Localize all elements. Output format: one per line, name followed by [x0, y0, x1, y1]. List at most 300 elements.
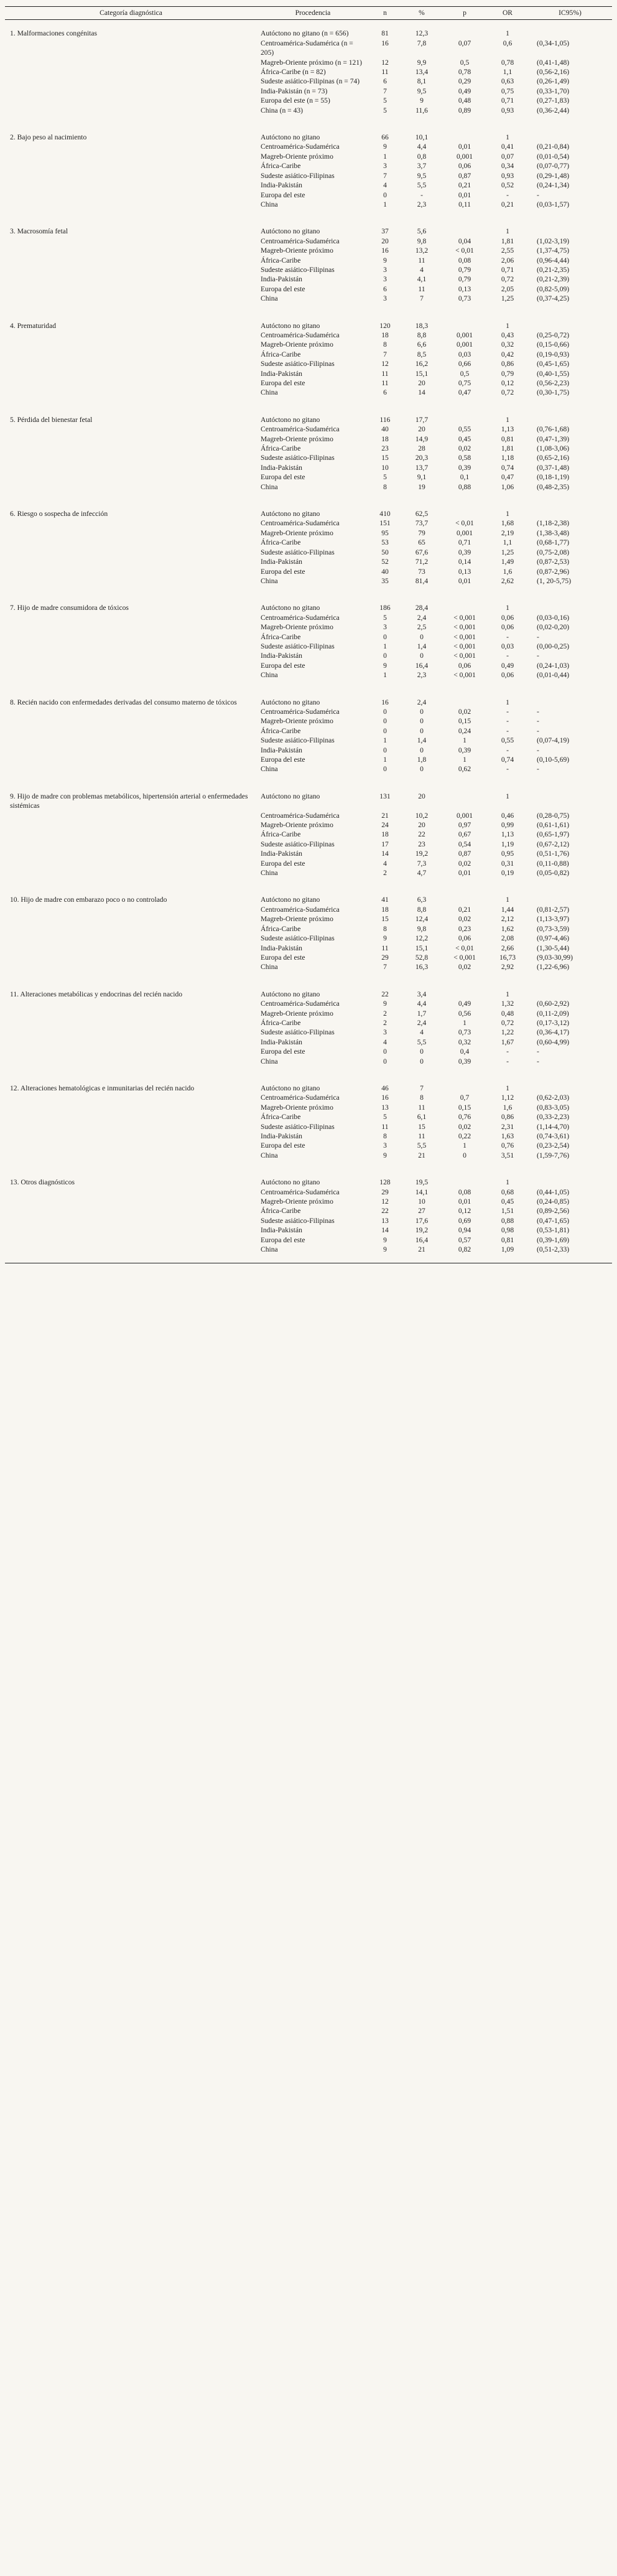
origin-cell: China	[257, 1245, 369, 1263]
p-value-cell: 0,001	[456, 528, 473, 537]
percent-cell: 4,1	[417, 275, 427, 284]
category-cell-empty	[5, 1103, 257, 1112]
table-row	[5, 312, 612, 330]
p-value-cell: < 0,01	[455, 246, 474, 255]
n-cell: 11	[381, 944, 389, 952]
odds-ratio-cell: 1	[506, 227, 509, 236]
origin-cell: Europa del este	[261, 756, 305, 764]
p-value-cell: < 0,001	[453, 613, 476, 622]
n-cell: 14	[381, 850, 389, 858]
origin-cell: Magreb-Oriente próximo	[261, 1009, 333, 1018]
category-cell-empty	[5, 755, 257, 764]
confidence-interval-cell: (0,96-4,44)	[537, 256, 570, 265]
table-row	[5, 764, 612, 782]
table-row	[5, 548, 612, 557]
category-cell-empty	[5, 1151, 257, 1169]
category-cell-empty	[5, 1197, 257, 1206]
p-value-cell	[442, 406, 487, 424]
odds-ratio-cell: 1,44	[501, 905, 514, 914]
table-row	[5, 859, 612, 868]
odds-ratio-cell: 0,32	[501, 340, 514, 349]
p-value-cell: 0,11	[458, 200, 471, 208]
category-cell-empty	[5, 152, 257, 161]
percent-cell: 17,7	[415, 415, 429, 424]
odds-ratio-cell: 0,46	[501, 811, 514, 820]
category-cell-empty	[5, 764, 257, 782]
table-row	[5, 736, 612, 745]
category-cell-empty	[5, 661, 257, 670]
table-row	[5, 707, 612, 716]
table-row	[5, 953, 612, 962]
percent-cell: 17,6	[415, 1216, 429, 1225]
percent-cell: 2,3	[417, 200, 427, 208]
odds-ratio-cell: 1,32	[501, 1000, 514, 1008]
table-row	[5, 359, 612, 368]
table-row	[5, 294, 612, 312]
confidence-interval-cell: -	[537, 632, 539, 641]
n-cell: 18	[381, 830, 389, 839]
origin-cell: África-Caribe	[261, 256, 301, 265]
table-row	[5, 632, 612, 642]
percent-cell: 19	[418, 482, 425, 491]
confidence-interval-cell: (1, 20-5,75)	[537, 576, 572, 585]
p-value-cell: 0,4	[460, 1047, 470, 1056]
percent-cell: 67,6	[415, 548, 429, 556]
category-cell: 6. Riesgo o sospecha de infección	[10, 510, 108, 518]
category-cell-empty	[5, 463, 257, 472]
origin-cell: Magreb-Oriente próximo	[261, 821, 333, 830]
origin-cell: África-Caribe	[261, 1018, 301, 1027]
p-value-cell: 0,001	[456, 340, 473, 349]
origin-cell: Centroamérica-Sudamérica	[261, 519, 340, 528]
n-cell: 2	[383, 1018, 387, 1027]
p-value-cell: 0,001	[456, 152, 473, 161]
confidence-interval-cell: (0,21-0,84)	[537, 143, 570, 151]
p-value-cell	[442, 312, 487, 330]
percent-cell: 20,3	[415, 454, 429, 462]
origin-cell: Sudeste asiático-Filipinas	[261, 1028, 335, 1037]
p-value-cell: 0,001	[456, 811, 473, 820]
n-cell: 11	[381, 1122, 389, 1131]
origin-cell: Magreb-Oriente próximo	[261, 340, 333, 349]
percent-cell: 6,1	[417, 1113, 427, 1122]
table-row	[5, 1245, 612, 1263]
n-cell: 9	[383, 661, 387, 670]
n-cell: 11	[381, 379, 389, 387]
percent-cell: 7	[420, 1084, 424, 1092]
confidence-interval-cell: (1,13-3,97)	[537, 915, 570, 924]
odds-ratio-cell: 16,73	[499, 953, 516, 962]
confidence-interval-cell: (0,33-2,23)	[537, 1113, 570, 1122]
p-value-cell	[442, 218, 487, 236]
n-cell: 0	[383, 707, 387, 716]
n-cell: 151	[379, 519, 391, 528]
p-value-cell	[442, 124, 487, 142]
origin-cell: África-Caribe	[261, 830, 301, 839]
confidence-interval-cell: (1,22-6,96)	[537, 963, 570, 972]
origin-cell: Centroamérica-Sudamérica	[261, 613, 340, 622]
origin-cell: China	[261, 200, 278, 208]
confidence-interval-cell: (0,05-0,82)	[537, 869, 570, 878]
p-value-cell: < 0,001	[453, 671, 476, 680]
table-row	[5, 180, 612, 190]
category-cell-empty	[5, 670, 257, 688]
percent-cell: 9,8	[417, 924, 427, 933]
table-row	[5, 642, 612, 651]
n-cell: 12	[381, 1197, 389, 1206]
table-row	[5, 1122, 612, 1131]
confidence-interval-cell: (0,83-3,05)	[537, 1103, 570, 1112]
n-cell: 3	[383, 265, 387, 274]
n-cell: 1	[383, 152, 387, 161]
confidence-interval-cell: (0,18-1,19)	[537, 473, 570, 482]
table-row	[5, 622, 612, 632]
percent-cell: 23	[418, 840, 425, 848]
percent-cell: 62,5	[415, 510, 429, 518]
confidence-interval-cell: (0,24-0,85)	[537, 1197, 570, 1206]
confidence-interval-cell: (0,37-4,25)	[537, 294, 570, 303]
origin-cell: Autóctono no gitano	[261, 510, 320, 518]
table-row	[5, 1169, 612, 1187]
table-row	[5, 538, 612, 547]
odds-ratio-cell: 1,18	[501, 454, 514, 462]
p-value-cell: 0,47	[458, 388, 471, 397]
odds-ratio-cell: 1,19	[501, 840, 514, 848]
table-row	[5, 518, 612, 528]
confidence-interval-cell: (0,24-1,03)	[537, 661, 570, 670]
n-cell: 0	[383, 652, 387, 660]
percent-cell: 9,1	[417, 473, 427, 482]
odds-ratio-cell: 2,55	[501, 246, 514, 255]
table-row	[5, 594, 612, 612]
origin-cell: Sudeste asiático-Filipinas	[261, 265, 335, 274]
p-value-cell: 0,5	[460, 369, 470, 378]
table-header	[5, 7, 612, 20]
n-cell: 41	[381, 896, 389, 904]
p-value-cell: 0,29	[458, 77, 471, 86]
table-row	[5, 1047, 612, 1056]
table-row	[5, 39, 612, 58]
n-cell: 5	[383, 96, 387, 105]
category-cell-empty	[5, 716, 257, 726]
confidence-interval-cell: (0,29-1,48)	[537, 171, 570, 180]
confidence-interval-cell: -	[537, 717, 539, 726]
table-row	[5, 58, 612, 67]
odds-ratio-cell: -	[506, 652, 509, 660]
confidence-interval-cell: -	[537, 1057, 539, 1066]
category-cell-empty	[5, 350, 257, 359]
n-cell: 10	[381, 463, 389, 472]
odds-ratio-cell: 0,55	[501, 736, 514, 745]
confidence-interval-cell: (0,11-2,09)	[537, 1009, 569, 1018]
percent-cell: 10,1	[415, 133, 429, 142]
odds-ratio-cell: 0,63	[501, 77, 514, 86]
origin-cell: Autóctono no gitano	[261, 1084, 320, 1092]
origin-cell: India-Pakistán	[261, 944, 302, 952]
odds-ratio-cell: -	[506, 746, 509, 754]
p-value-cell: 0,97	[458, 821, 471, 830]
percent-cell: 3,4	[417, 990, 427, 998]
p-value-cell: 0,21	[458, 181, 471, 190]
odds-ratio-cell: 0,81	[501, 434, 514, 443]
origin-cell: China	[261, 482, 278, 491]
confidence-interval-cell: -	[537, 652, 539, 660]
odds-ratio-cell: 2,08	[501, 934, 514, 943]
percent-cell: 1,8	[417, 756, 427, 764]
percent-cell: -	[420, 190, 423, 199]
origin-cell: Sudeste asiático-Filipinas (n = 74)	[261, 77, 360, 86]
p-value-cell: 0,01	[458, 1197, 471, 1206]
percent-cell: 2,3	[417, 671, 427, 680]
table-row	[5, 171, 612, 180]
p-value-cell	[442, 500, 487, 518]
n-cell: 0	[383, 717, 387, 726]
table-row	[5, 1131, 612, 1141]
category-cell-empty	[5, 642, 257, 651]
percent-cell: 28,4	[415, 604, 429, 612]
origin-cell: Sudeste asiático-Filipinas	[261, 642, 335, 650]
n-cell: 53	[381, 538, 389, 547]
n-cell: 7	[383, 350, 387, 358]
p-value-cell	[442, 783, 487, 811]
n-cell: 128	[379, 1178, 391, 1187]
table-row	[5, 463, 612, 472]
category-cell-empty	[5, 87, 257, 96]
table-row	[5, 388, 612, 406]
percent-cell: 14	[418, 388, 425, 397]
n-cell: 8	[383, 1132, 387, 1140]
n-cell: 6	[383, 77, 387, 86]
table-row	[5, 1112, 612, 1122]
p-value-cell: 0,62	[458, 765, 471, 774]
header-origin: Procedencia	[257, 7, 369, 20]
percent-cell: 4,4	[417, 1000, 427, 1008]
percent-cell: 12,3	[415, 29, 429, 38]
n-cell: 22	[381, 1207, 389, 1215]
percent-cell: 15	[418, 1122, 425, 1131]
p-value-cell: 0,22	[458, 1132, 471, 1140]
percent-cell: 11	[418, 1103, 425, 1112]
table-row	[5, 557, 612, 566]
confidence-interval-cell: (1,59-7,76)	[537, 1151, 570, 1159]
origin-cell: Magreb-Oriente próximo	[261, 528, 333, 537]
odds-ratio-cell: 0,98	[501, 1226, 514, 1235]
table-row	[5, 689, 612, 707]
category-cell-empty	[5, 622, 257, 632]
p-value-cell: 0,24	[458, 726, 471, 735]
origin-cell: Magreb-Oriente próximo (n = 121)	[261, 58, 363, 67]
percent-cell: 8,8	[417, 330, 427, 339]
confidence-interval-cell: (0,48-2,35)	[537, 482, 570, 491]
category-cell-empty	[5, 106, 257, 124]
table-row	[5, 726, 612, 736]
table-row	[5, 1235, 612, 1245]
category-cell-empty	[5, 707, 257, 716]
n-cell: 66	[381, 133, 389, 142]
confidence-interval-cell: -	[537, 707, 539, 716]
n-cell: 18	[381, 434, 389, 443]
origin-cell: China	[261, 963, 278, 972]
n-cell: 52	[381, 558, 389, 566]
confidence-interval-cell: (0,45-1,65)	[537, 360, 570, 368]
odds-ratio-cell: 0,76	[501, 1141, 514, 1150]
percent-cell: 8,8	[417, 905, 427, 914]
p-value-cell: 0,02	[458, 444, 471, 453]
table-row	[5, 670, 612, 688]
table-row	[5, 330, 612, 340]
percent-cell: 9,8	[417, 237, 427, 245]
origin-cell: Europa del este	[261, 1141, 305, 1150]
table-row	[5, 152, 612, 161]
odds-ratio-cell: 1	[506, 133, 509, 142]
origin-cell: China	[261, 765, 278, 774]
p-value-cell: 0,23	[458, 924, 471, 933]
origin-cell: India-Pakistán	[261, 1132, 302, 1140]
odds-ratio-cell: 0,03	[501, 642, 514, 650]
percent-cell: 22	[418, 830, 425, 839]
table-row	[5, 20, 612, 39]
p-value-cell: 0,55	[458, 425, 471, 434]
table-row	[5, 1037, 612, 1047]
confidence-interval-cell: (0,26-1,49)	[537, 77, 570, 86]
table-row	[5, 96, 612, 105]
category-cell-empty	[5, 453, 257, 462]
category-cell-empty	[5, 256, 257, 265]
table-row	[5, 981, 612, 999]
table-row	[5, 1197, 612, 1206]
percent-cell: 5,5	[417, 1141, 427, 1150]
percent-cell: 0	[420, 652, 424, 660]
p-value-cell: 0,14	[458, 558, 471, 566]
n-cell: 21	[381, 811, 389, 820]
category-cell-empty	[5, 434, 257, 444]
percent-cell: 16,2	[415, 360, 429, 368]
origin-cell: África-Caribe	[261, 350, 301, 358]
p-value-cell: 0,45	[458, 434, 471, 443]
n-cell: 2	[383, 1009, 387, 1018]
n-cell: 40	[381, 425, 389, 434]
origin-cell: India-Pakistán	[261, 746, 302, 754]
percent-cell: 5,5	[417, 1037, 427, 1046]
category-cell-empty	[5, 1187, 257, 1197]
confidence-interval-cell: -	[537, 746, 539, 754]
table-row	[5, 830, 612, 839]
category-cell-empty	[5, 651, 257, 660]
p-value-cell: < 0,001	[453, 632, 476, 641]
confidence-interval-cell: (0,11-0,88)	[537, 859, 569, 868]
category-cell-empty	[5, 868, 257, 886]
odds-ratio-cell: 0,45	[501, 1197, 514, 1206]
confidence-interval-cell: -	[537, 726, 539, 735]
percent-cell: 73,7	[415, 519, 429, 528]
origin-cell: India-Pakistán	[261, 558, 302, 566]
n-cell: 5	[383, 473, 387, 482]
origin-cell: Europa del este	[261, 859, 305, 868]
confidence-interval-cell: -	[537, 190, 539, 199]
origin-cell: Europa del este	[261, 379, 305, 387]
table-row	[5, 613, 612, 622]
p-value-cell	[442, 1169, 487, 1187]
origin-cell: India-Pakistán (n = 73)	[261, 87, 328, 95]
category-cell-empty	[5, 369, 257, 378]
percent-cell: 15,1	[415, 944, 429, 952]
table-row	[5, 1225, 612, 1235]
category-cell-empty	[5, 632, 257, 642]
p-value-cell: 0,69	[458, 1216, 471, 1225]
category-cell-empty	[5, 1225, 257, 1235]
confidence-interval-cell	[528, 981, 612, 999]
table-row	[5, 444, 612, 453]
header-category: Categoría diagnóstica	[5, 7, 257, 20]
origin-cell: África-Caribe	[261, 726, 301, 735]
origin-cell: India-Pakistán	[261, 1226, 302, 1235]
header-row	[5, 7, 612, 20]
confidence-interval-cell: (0,30-1,75)	[537, 388, 570, 397]
confidence-interval-cell: (0,44-1,05)	[537, 1187, 570, 1196]
odds-ratio-cell: 0,74	[501, 463, 514, 472]
category-cell-empty	[5, 859, 257, 868]
percent-cell: 1,4	[417, 736, 427, 745]
n-cell: 17	[381, 840, 389, 848]
category-cell: 2. Bajo peso al nacimiento	[10, 133, 87, 142]
confidence-interval-cell: (9,03-30,99)	[537, 953, 573, 962]
p-value-cell	[442, 886, 487, 904]
table-row	[5, 1093, 612, 1102]
n-cell: 1	[383, 736, 387, 745]
confidence-interval-cell	[528, 124, 612, 142]
p-value-cell: 0,02	[458, 915, 471, 924]
header-percent: %	[401, 7, 442, 20]
category-cell-empty	[5, 96, 257, 105]
category-cell-empty	[5, 1245, 257, 1263]
odds-ratio-cell: 0,86	[501, 360, 514, 368]
odds-ratio-cell: 0,19	[501, 869, 514, 878]
p-value-cell: 1	[463, 736, 466, 745]
confidence-interval-cell: (0,34-1,05)	[537, 39, 570, 47]
percent-cell: 19,2	[415, 850, 429, 858]
n-cell: 1	[383, 642, 387, 650]
p-value-cell: 0,01	[458, 143, 471, 151]
confidence-interval-cell: -	[537, 1047, 539, 1056]
n-cell: 3	[383, 275, 387, 284]
origin-cell: Centroamérica-Sudamérica	[261, 237, 340, 245]
n-cell: 9	[383, 143, 387, 151]
percent-cell: 11,6	[415, 106, 428, 115]
percent-cell: 12,2	[415, 934, 429, 943]
percent-cell: 2,4	[417, 613, 427, 622]
confidence-interval-cell: (0,10-5,69)	[537, 756, 570, 764]
table-row	[5, 87, 612, 96]
p-value-cell: 0,73	[458, 1028, 471, 1037]
category-cell-empty	[5, 953, 257, 962]
n-cell: 4	[383, 859, 387, 868]
odds-ratio-cell: 1,13	[501, 830, 514, 839]
category-cell-empty	[5, 557, 257, 566]
table-row	[5, 237, 612, 246]
p-value-cell: 0,15	[458, 1103, 471, 1112]
table-row	[5, 576, 612, 594]
percent-cell: 5,6	[417, 227, 427, 236]
table-row	[5, 369, 612, 378]
table-row	[5, 77, 612, 86]
table-row	[5, 849, 612, 858]
category-cell-empty	[5, 1131, 257, 1141]
category-cell-empty	[5, 1037, 257, 1047]
origin-cell: Magreb-Oriente próximo	[261, 1197, 333, 1206]
odds-ratio-cell: 1	[506, 698, 509, 706]
n-cell: 1	[383, 756, 387, 764]
odds-ratio-cell: 1	[506, 1178, 509, 1187]
